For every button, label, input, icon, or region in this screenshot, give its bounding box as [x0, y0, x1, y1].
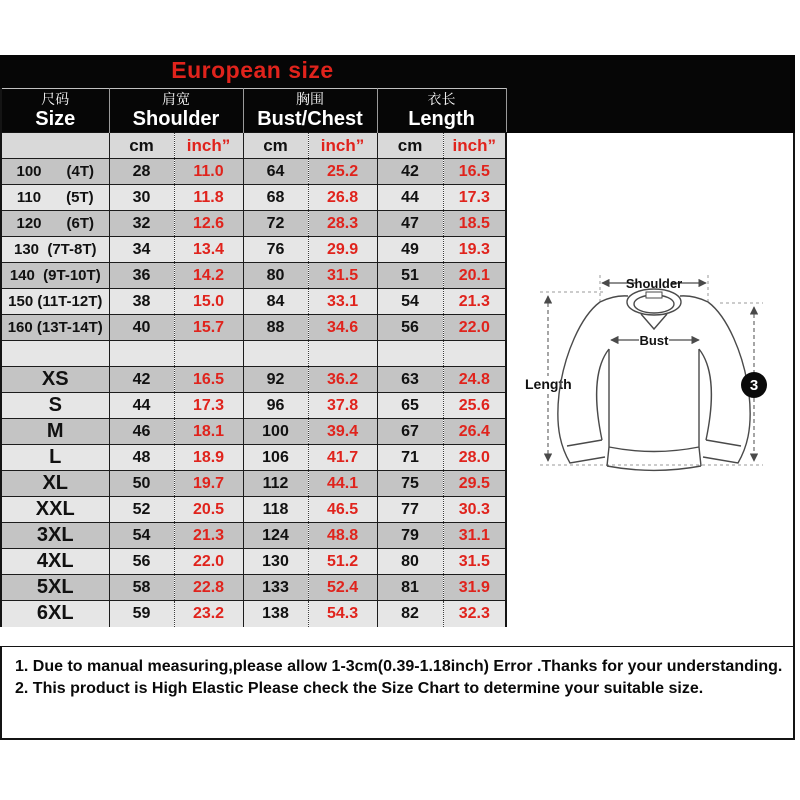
inch-value-cell: 29.9: [308, 237, 377, 263]
inch-value-cell: 36.2: [308, 367, 377, 393]
cm-value-cell: 79: [377, 523, 443, 549]
header-shoulder-zh: 肩宽: [162, 90, 190, 107]
cm-value-cell: 58: [109, 575, 174, 601]
inch-value-cell: 46.5: [308, 497, 377, 523]
sweatshirt-measurement-diagram: [515, 250, 795, 490]
cm-value-cell: 77: [377, 497, 443, 523]
cm-value-cell: 28: [109, 159, 174, 185]
inch-value-cell: 51.2: [308, 549, 377, 575]
header-shoulder: [109, 89, 243, 133]
cm-value-cell: [243, 341, 308, 367]
inch-value-cell: [174, 341, 243, 367]
table-row: [1, 341, 506, 367]
inch-value-cell: 19.7: [174, 471, 243, 497]
inch-value-cell: 16.5: [443, 159, 506, 185]
cm-value-cell: 48: [109, 445, 174, 471]
cm-value-cell: 59: [109, 601, 174, 627]
size-label-cell: XXL: [1, 497, 109, 523]
size-label-cell: M: [1, 419, 109, 445]
length-label: Length: [525, 376, 572, 392]
cm-value-cell: 38: [109, 289, 174, 315]
cm-value-cell: 81: [377, 575, 443, 601]
cm-value-cell: 67: [377, 419, 443, 445]
size-label-cell: 160 (13T-14T): [1, 315, 109, 341]
inch-value-cell: 22.0: [443, 315, 506, 341]
inch-value-cell: 15.0: [174, 289, 243, 315]
size-label-cell: 150 (11T-12T): [1, 289, 109, 315]
inch-value-cell: 37.8: [308, 393, 377, 419]
inch-value-cell: 54.3: [308, 601, 377, 627]
cm-value-cell: 76: [243, 237, 308, 263]
units-bust-inch: inch”: [308, 133, 377, 159]
cm-value-cell: 138: [243, 601, 308, 627]
inch-value-cell: 28.0: [443, 445, 506, 471]
inch-value-cell: 26.4: [443, 419, 506, 445]
inch-value-cell: 18.5: [443, 211, 506, 237]
cm-value-cell: 106: [243, 445, 308, 471]
header-length: [377, 89, 506, 133]
inch-value-cell: 29.5: [443, 471, 506, 497]
size-label-cell: 100 (4T): [1, 159, 109, 185]
inch-value-cell: 33.1: [308, 289, 377, 315]
size-label-cell: XL: [1, 471, 109, 497]
bust-label: Bust: [639, 333, 669, 348]
inch-value-cell: 16.5: [174, 367, 243, 393]
inch-value-cell: 31.5: [443, 549, 506, 575]
table-row: [1, 575, 506, 601]
size-label-cell: 6XL: [1, 601, 109, 627]
inch-value-cell: [308, 341, 377, 367]
inch-value-cell: 34.6: [308, 315, 377, 341]
inch-value-cell: 32.3: [443, 601, 506, 627]
inch-value-cell: 19.3: [443, 237, 506, 263]
table-row: [1, 367, 506, 393]
size-label-cell: XS: [1, 367, 109, 393]
cm-value-cell: 88: [243, 315, 308, 341]
inch-value-cell: 44.1: [308, 471, 377, 497]
size-table-body: [1, 159, 506, 627]
table-row: [1, 315, 506, 341]
cm-value-cell: 40: [109, 315, 174, 341]
cm-value-cell: 52: [109, 497, 174, 523]
size-label-cell: [1, 341, 109, 367]
table-row: [1, 289, 506, 315]
units-bust-cm: cm: [243, 133, 308, 159]
units-length-cm: cm: [377, 133, 443, 159]
units-shoulder-inch: inch”: [174, 133, 243, 159]
cm-value-cell: 34: [109, 237, 174, 263]
cm-value-cell: 100: [243, 419, 308, 445]
notes-box: [0, 646, 795, 740]
cm-value-cell: 118: [243, 497, 308, 523]
cm-value-cell: 96: [243, 393, 308, 419]
cm-value-cell: 68: [243, 185, 308, 211]
inch-value-cell: 25.6: [443, 393, 506, 419]
header-size-en: Size: [35, 107, 76, 130]
table-row: [1, 601, 506, 627]
table-row: [1, 445, 506, 471]
cm-value-cell: 47: [377, 211, 443, 237]
inch-value-cell: 30.3: [443, 497, 506, 523]
size-label-cell: S: [1, 393, 109, 419]
size-label-cell: 5XL: [1, 575, 109, 601]
cm-value-cell: 44: [377, 185, 443, 211]
cm-value-cell: 80: [377, 549, 443, 575]
sweatshirt-outline: [558, 289, 750, 471]
page-title: European size: [171, 57, 334, 83]
inch-value-cell: 41.7: [308, 445, 377, 471]
inch-value-cell: 18.1: [174, 419, 243, 445]
header-bust: [243, 89, 377, 133]
units-shoulder-cm: cm: [109, 133, 174, 159]
cm-value-cell: 32: [109, 211, 174, 237]
inch-value-cell: 24.8: [443, 367, 506, 393]
table-row: [1, 471, 506, 497]
cm-value-cell: 36: [109, 263, 174, 289]
inch-value-cell: 13.4: [174, 237, 243, 263]
cm-value-cell: 44: [109, 393, 174, 419]
note-line-1: 1. Due to manual measuring,please allow 1-3cm(0.39-1.18inch) Error .Thanks for your understanding.: [15, 658, 783, 675]
table-row: [1, 549, 506, 575]
inch-value-cell: 20.5: [174, 497, 243, 523]
table-row: [1, 237, 506, 263]
header-size-zh: 尺码: [41, 90, 70, 107]
size-label-cell: 3XL: [1, 523, 109, 549]
inch-value-cell: 26.8: [308, 185, 377, 211]
table-row: [1, 263, 506, 289]
inch-value-cell: 31.5: [308, 263, 377, 289]
size-label-cell: 130 (7T-8T): [1, 237, 109, 263]
cm-value-cell: 64: [243, 159, 308, 185]
inch-value-cell: 17.3: [174, 393, 243, 419]
inch-value-cell: 15.7: [174, 315, 243, 341]
table-row: [1, 159, 506, 185]
size-label-cell: L: [1, 445, 109, 471]
cm-value-cell: 65: [377, 393, 443, 419]
units-empty-cell: [1, 133, 109, 159]
size-label-cell: 140 (9T-10T): [1, 263, 109, 289]
size-table: [0, 88, 507, 627]
cm-value-cell: 71: [377, 445, 443, 471]
cm-value-cell: 124: [243, 523, 308, 549]
inch-value-cell: 25.2: [308, 159, 377, 185]
cm-value-cell: 54: [109, 523, 174, 549]
cm-value-cell: 130: [243, 549, 308, 575]
inch-value-cell: 31.9: [443, 575, 506, 601]
header-row: [1, 89, 506, 133]
header-bust-zh: 胸围: [296, 90, 325, 107]
cm-value-cell: [377, 341, 443, 367]
inch-value-cell: 12.6: [174, 211, 243, 237]
header-shoulder-en: Shoulder: [132, 107, 220, 130]
inch-value-cell: 17.3: [443, 185, 506, 211]
cm-value-cell: 75: [377, 471, 443, 497]
inch-value-cell: 14.2: [174, 263, 243, 289]
inch-value-cell: 11.0: [174, 159, 243, 185]
shoulder-label: Shoulder: [625, 276, 683, 291]
inch-value-cell: 22.8: [174, 575, 243, 601]
cm-value-cell: 84: [243, 289, 308, 315]
page-number-badge: [741, 372, 767, 398]
cm-value-cell: 63: [377, 367, 443, 393]
inch-value-cell: [443, 341, 506, 367]
inch-value-cell: 22.0: [174, 549, 243, 575]
units-row: [1, 133, 506, 159]
inch-value-cell: 48.8: [308, 523, 377, 549]
inch-value-cell: 52.4: [308, 575, 377, 601]
header-length-en: Length: [408, 107, 475, 130]
cm-value-cell: 80: [243, 263, 308, 289]
cm-value-cell: 50: [109, 471, 174, 497]
size-label-cell: 4XL: [1, 549, 109, 575]
inch-value-cell: 23.2: [174, 601, 243, 627]
cm-value-cell: 92: [243, 367, 308, 393]
inch-value-cell: 21.3: [443, 289, 506, 315]
header-length-zh: 衣长: [427, 90, 456, 107]
cm-value-cell: 51: [377, 263, 443, 289]
size-label-cell: 120 (6T): [1, 211, 109, 237]
cm-value-cell: 46: [109, 419, 174, 445]
cm-value-cell: 56: [109, 549, 174, 575]
table-row: [1, 419, 506, 445]
cm-value-cell: 72: [243, 211, 308, 237]
length-measure-line: [523, 296, 572, 461]
inch-value-cell: 31.1: [443, 523, 506, 549]
cm-value-cell: 56: [377, 315, 443, 341]
bust-measure-line: [611, 333, 699, 348]
cm-value-cell: 133: [243, 575, 308, 601]
note-line-2: 2. This product is High Elastic Please check the Size Chart to determine your suitable size.: [15, 680, 704, 697]
cm-value-cell: 82: [377, 601, 443, 627]
inch-value-cell: 39.4: [308, 419, 377, 445]
inch-value-cell: 11.8: [174, 185, 243, 211]
units-length-inch: inch”: [443, 133, 506, 159]
header-bust-en: Bust/Chest: [257, 107, 363, 130]
inch-value-cell: 18.9: [174, 445, 243, 471]
shoulder-measure-line: [602, 276, 706, 291]
badge-number: 3: [749, 377, 759, 394]
cm-value-cell: [109, 341, 174, 367]
table-row: [1, 393, 506, 419]
table-row: [1, 211, 506, 237]
cm-value-cell: 42: [377, 159, 443, 185]
inch-value-cell: 20.1: [443, 263, 506, 289]
cm-value-cell: 54: [377, 289, 443, 315]
table-row: [1, 185, 506, 211]
cm-value-cell: 49: [377, 237, 443, 263]
table-row: [1, 523, 506, 549]
size-label-cell: 110 (5T): [1, 185, 109, 211]
cm-value-cell: 42: [109, 367, 174, 393]
cm-value-cell: 112: [243, 471, 308, 497]
inch-value-cell: 21.3: [174, 523, 243, 549]
table-row: [1, 497, 506, 523]
inch-value-cell: 28.3: [308, 211, 377, 237]
header-size: [1, 89, 109, 133]
cm-value-cell: 30: [109, 185, 174, 211]
